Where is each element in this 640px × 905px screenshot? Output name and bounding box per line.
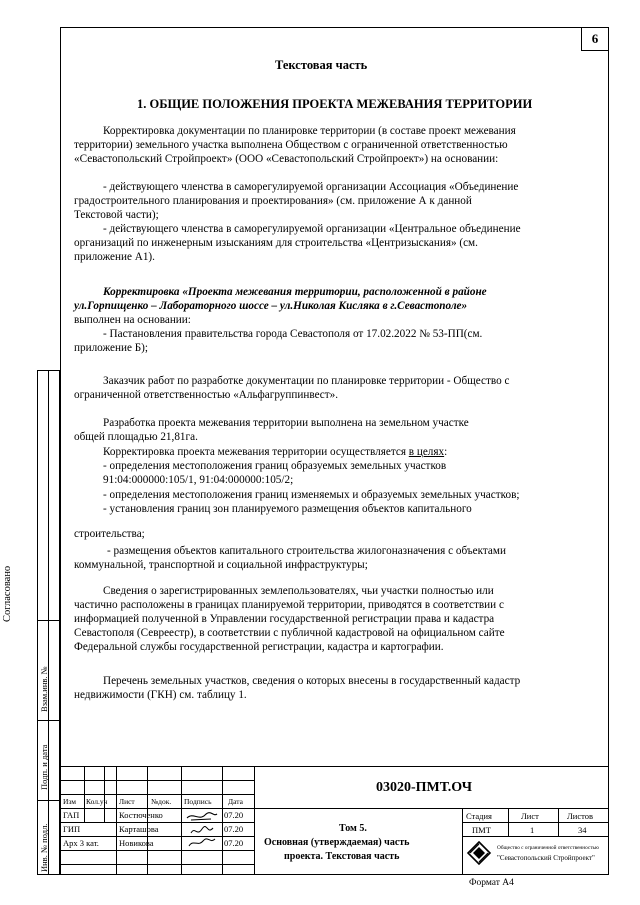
text-span: :: [444, 446, 448, 458]
stamp-header: №док.: [151, 797, 172, 806]
text-span: Корректировка проекта межевания территории осуществляется: [103, 446, 409, 458]
text-line: ограниченной ответственностью «Альфагруппинвест».: [74, 389, 339, 401]
text-line: территории) земельного участка выполнена Обществом с ограниченной ответственностью: [74, 139, 508, 151]
text-line: Текстовой части);: [74, 209, 159, 221]
side-divider: [37, 620, 60, 621]
chapter-heading: 1. ОБЩИЕ ПОЛОЖЕНИЯ ПРОЕКТА МЕЖЕВАНИЯ ТЕРРИТОРИИ: [137, 97, 533, 111]
stamp-date: 07.20: [224, 810, 244, 820]
text-line: Заказчик работ по разработке документации по планировке территории - Общество с: [103, 375, 510, 387]
text-line: - установления границ зон планируемого размещения объектов капитального: [103, 503, 472, 515]
text-line: - действующего членства в саморегулируемой организации Ассоциация «Объединение: [103, 181, 519, 193]
side-label-agreed: Согласовано: [2, 565, 13, 622]
stamp-header: Подпись: [184, 797, 212, 806]
stamp-date: 07.20: [224, 838, 244, 848]
stamp-line: [60, 780, 254, 781]
side-divider: [37, 720, 60, 721]
side-label-sign-date: Подп. и дата: [39, 744, 49, 790]
stamp-line: [60, 864, 254, 865]
text-line: [103, 446, 447, 460]
stamp-line: [147, 766, 148, 875]
text-line: коммунальной, транспортной и социальной инфраструктуры;: [74, 559, 368, 571]
stamp-person: Новикова: [119, 838, 154, 848]
stamp-line: [104, 766, 105, 822]
company-name-line: "Севастопольский Стройпроект": [497, 854, 595, 862]
stamp-person: Карташова: [119, 824, 159, 834]
stamp-line: [462, 808, 463, 875]
stage-value: ПМТ: [472, 825, 491, 835]
text-line: общей площадью 21,81га.: [74, 431, 198, 443]
stamp-line: [116, 766, 117, 875]
text-line-bold: Корректировка «Проекта межевания территории, расположенной в районе: [103, 286, 487, 298]
text-line: информацией полученной в Управлении государственной регистрации права и кадастра: [74, 613, 495, 625]
stamp-line: [60, 794, 254, 795]
text-line: - действующего членства в саморегулируемой организации «Центральное объединение: [103, 223, 521, 235]
text-line: - размещения объектов капитального строительства жилогоназначения с объектами: [107, 545, 506, 557]
text-line: Севастополя (Севреестр), в соответствии с публичной кадастровой на официальном сайте: [74, 627, 505, 639]
page-number: 6: [581, 27, 609, 51]
text-line: приложение А1).: [74, 251, 155, 263]
stamp-line: [60, 822, 254, 823]
text-line-bold: ул.Горпищенко – Лабораторного шоссе – ул.Николая Кисляка в г.Севастополе»: [74, 300, 468, 312]
text-line: «Севастопольский Стройпроект» (ООО «Севастопольский Стройпроект») на основании:: [74, 153, 499, 165]
text-line: выполнен на основании:: [74, 314, 191, 326]
signature-marks: [183, 809, 221, 849]
side-divider: [37, 800, 60, 801]
side-label-inv-orig: Инв. № подл.: [39, 823, 49, 872]
stamp-person: Костюченко: [119, 810, 163, 820]
section-heading: Текстовая часть: [275, 58, 368, 72]
sheets-value: 34: [578, 825, 587, 835]
text-line: Корректировка документации по планировке территории (в составе проект межевания: [103, 125, 516, 137]
text-line: частично расположены в границах планируемой территории, приводятся в соответствии с: [74, 599, 504, 611]
stamp-header: Лист: [119, 797, 135, 806]
text-line: градостроительного планирования и проектирования» (см. приложение А к данной: [74, 195, 472, 207]
stamp-date: 07.20: [224, 824, 244, 834]
text-line: Перечень земельных участков, сведения о которых внесены в государственный кадастр: [103, 675, 521, 687]
stamp-role: ГАП: [63, 810, 80, 820]
stamp-role: ГИП: [63, 824, 81, 834]
stamp-line: [462, 836, 609, 837]
stamp-line: [60, 850, 254, 851]
underlined-span: в целях: [408, 446, 445, 458]
side-label-inv-replace: Взам.инв. №: [39, 666, 49, 712]
company-name-line: Общество с ограниченной ответственностью: [497, 845, 599, 851]
text-line: 91:04:000000:105/1, 91:04:000000:105/2;: [103, 474, 294, 486]
text-line: недвижимости (ГКН) см. таблицу 1.: [74, 689, 247, 701]
text-line: - Пастановления правительства города Севастополя от 17.02.2022 № 53-ПП(см.: [103, 328, 483, 340]
stamp-line: [222, 766, 223, 875]
paper-format: Формат А4: [469, 878, 514, 888]
sheet-label: Лист: [521, 811, 539, 821]
stamp-title-line: Том 5.: [339, 823, 367, 834]
company-logo-icon: [466, 840, 492, 866]
text-line: строительства;: [74, 528, 145, 540]
stamp-header: Изм: [63, 797, 77, 806]
stamp-line: [181, 766, 182, 875]
text-line: Федеральной службы государственной регистрации, кадастра и картографии.: [74, 641, 444, 653]
text-line: Сведения о зарегистрированных землепользователях, чьи участки полностью или: [103, 585, 494, 597]
stamp-line: [60, 808, 609, 809]
stamp-line: [60, 836, 254, 837]
text-line: организаций по инженерным изысканиям для строительства «Центризыскания» (см.: [74, 237, 478, 249]
stamp-line: [462, 822, 609, 823]
text-line: приложение Б);: [74, 342, 149, 354]
stamp-header: Кол.уч: [86, 797, 108, 806]
doc-code: 03020-ПМТ.ОЧ: [376, 780, 473, 795]
stage-label: Стадия: [466, 811, 492, 821]
stamp-role: Арх 3 кат.: [63, 838, 99, 848]
text-line: - определения местоположения границ изменяемых и образуемых земельных участков;: [103, 489, 520, 501]
text-line: - определения местоположения границ образуемых земельных участков: [103, 460, 447, 472]
stamp-line: [84, 766, 85, 822]
stamp-title-line: Основная (утверждаемая) часть: [264, 837, 410, 848]
text-line: Разработка проекта межевания территории выполнена на земельном участке: [103, 417, 469, 429]
sheets-label: Листов: [567, 811, 593, 821]
stamp-title-line: проекта. Текстовая часть: [284, 851, 400, 862]
stamp-line: [254, 766, 255, 875]
stamp-header: Дата: [228, 797, 243, 806]
sheet-value: 1: [530, 825, 535, 835]
